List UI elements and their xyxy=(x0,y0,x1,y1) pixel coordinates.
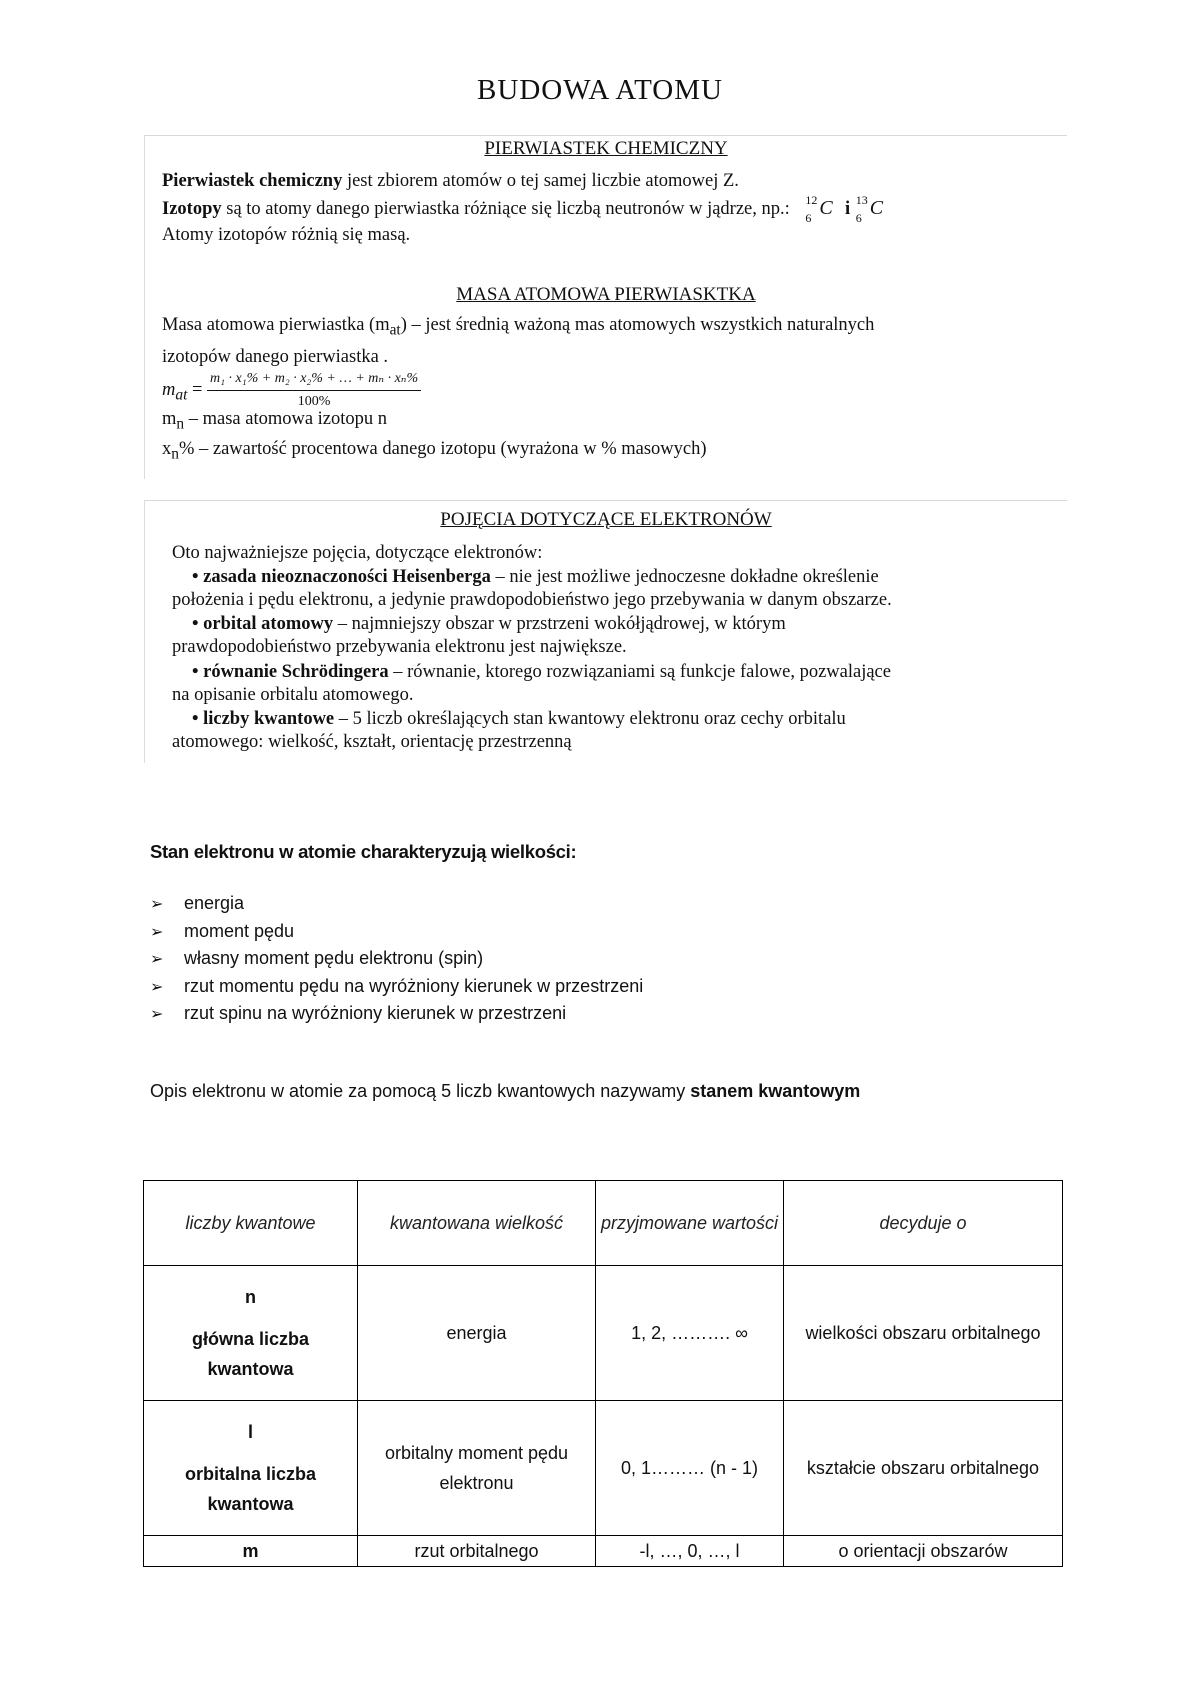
electron-concepts-box xyxy=(144,500,1067,763)
decides-cell: o orientacji obszarów xyxy=(784,1536,1063,1567)
element-definition-box xyxy=(144,135,1067,479)
arrow-bullet-icon: ➢ xyxy=(150,951,164,968)
column-header: przyjmowane wartości xyxy=(596,1181,784,1266)
list-item: ➢ energia xyxy=(150,890,643,918)
quantity-cell: rzut orbitalnego xyxy=(358,1536,596,1567)
quantum-number-cell: m xyxy=(144,1536,358,1567)
values-cell: 1, 2, ………. ∞ xyxy=(596,1266,784,1401)
table-header-row xyxy=(144,1181,1063,1266)
isotope-definition: Izotopy są to atomy danego pierwiastka różniące się liczbą neutronów w jądrze, np.: 12 6 C i 13 6 C xyxy=(162,193,884,225)
column-header: decyduje o xyxy=(784,1181,1063,1266)
quantity-cell: orbitalny moment pędu elektronu xyxy=(358,1401,596,1536)
concept-heisenberg: • zasada nieoznaczoności Heisenberga – nie jest możliwe jednoczesne dokładne określenie xyxy=(192,567,879,587)
decides-cell: wielkości obszaru orbitalnego xyxy=(784,1266,1063,1401)
electron-state-heading: Stan elektronu w atomie charakteryzują wielkości: xyxy=(150,841,577,862)
column-header: liczby kwantowe xyxy=(144,1181,358,1266)
list-item: ➢ własny moment pędu elektronu (spin) xyxy=(150,945,643,973)
box1-heading2: MASA ATOMOWA PIERWIASKTKA xyxy=(456,284,756,305)
values-cell: 0, 1……… (n - 1) xyxy=(596,1401,784,1536)
document-title: BUDOWA ATOMU xyxy=(477,74,723,106)
concept-schrodinger-cont: na opisanie orbitalu atomowego. xyxy=(172,685,414,705)
table-row xyxy=(144,1401,1063,1536)
arrow-bullet-icon: ➢ xyxy=(150,923,164,941)
isotope-mass-note: Atomy izotopów różnią się masą. xyxy=(162,225,411,245)
mn-description: $m_n$ – masa atomowa izotopu n xyxy=(162,409,388,433)
box1-heading: PIERWIASTEK CHEMICZNY xyxy=(484,138,728,159)
quantity-cell: energia xyxy=(358,1266,596,1401)
concept-orbital: • orbital atomowy – najmniejszy obszar w przstrzeni wokółjądrowej, w którym xyxy=(192,614,786,634)
list-item: ➢ moment pędu xyxy=(150,918,643,946)
electron-state-list xyxy=(150,890,643,1028)
quantum-state-definition: Opis elektronu w atomie za pomocą 5 liczb kwantowych nazywamy stanem kwantowym xyxy=(150,1081,861,1101)
concepts-intro: Oto najważniejsze pojęcia, dotyczące elektronów: xyxy=(172,543,543,563)
decides-cell: kształcie obszaru orbitalnego xyxy=(784,1401,1063,1536)
atomic-mass-formula: $m_{at}$ = $\frac{\text{m₁ · x₁\% + m₂ · x₂\% + … + mₙ · xₙ\%}}{100\%}$ xyxy=(162,368,421,413)
table-row xyxy=(144,1536,1063,1567)
atomic-mass-definition-cont: izotopów danego pierwiastka . xyxy=(162,347,389,367)
quantum-number-cell: n główna liczba kwantowa xyxy=(144,1266,358,1401)
isotope-c13: 13 6 C xyxy=(855,193,884,225)
concept-quantum-numbers-cont: atomowego: wielkość, kształt, orientację przestrzenną xyxy=(172,732,572,752)
list-item: ➢ rzut spinu na wyróżniony kierunek w przestrzeni xyxy=(150,1000,643,1028)
column-header: kwantowana wielkość xyxy=(358,1181,596,1266)
element-definition: Pierwiastek chemiczny jest zbiorem atomów o tej samej liczbie atomowej Z. xyxy=(162,171,739,191)
arrow-bullet-icon: ➢ xyxy=(150,896,164,913)
arrow-bullet-icon: ➢ xyxy=(150,978,164,996)
concept-schrodinger: • równanie Schrödingera – równanie, ktorego rozwiązaniami są funkcje falowe, pozwalające xyxy=(192,662,891,682)
quantum-numbers-table xyxy=(143,1180,1063,1567)
arrow-bullet-icon: ➢ xyxy=(150,1006,164,1023)
table-row xyxy=(144,1266,1063,1401)
xn-description: $x_n\%$ – zawartość procentowa danego izotopu (wyrażona w % masowych) xyxy=(162,439,707,463)
atomic-mass-definition: Masa atomowa pierwiastka $(m_{at})$ – jest średnią ważoną mas atomowych wszystkich naturalnych xyxy=(162,315,875,339)
isotope-c12: 12 6 C xyxy=(805,193,833,225)
box2-heading: POJĘCIA DOTYCZĄCE ELEKTRONÓW xyxy=(440,509,772,530)
values-cell: -l, …, 0, …, l xyxy=(596,1536,784,1567)
concept-orbital-cont: prawdopodobieństwo przebywania elektronu jest największe. xyxy=(172,637,627,657)
concept-quantum-numbers: • liczby kwantowe – 5 liczb określających stan kwantowy elektronu oraz cechy orbitalu xyxy=(192,709,846,729)
concept-heisenberg-cont: położenia i pędu elektronu, a jedynie prawdopodobieństwo jego przebywania w danym obszarze. xyxy=(172,590,892,610)
quantum-number-cell: l orbitalna liczba kwantowa xyxy=(144,1401,358,1536)
list-item: ➢ rzut momentu pędu na wyróżniony kierunek w przestrzeni xyxy=(150,973,643,1001)
